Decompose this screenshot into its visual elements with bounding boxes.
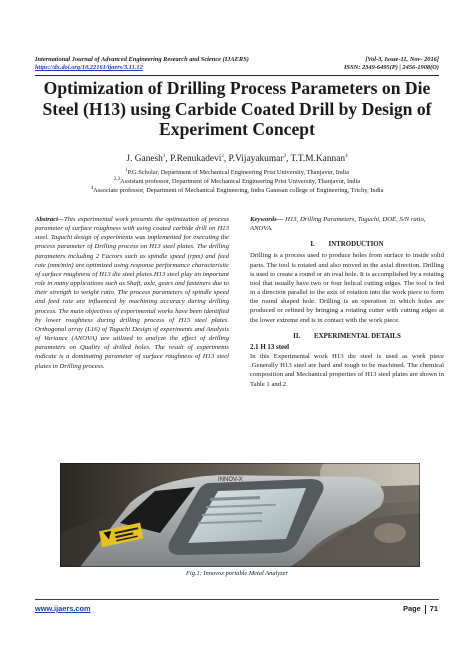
author-name: J. Ganesh	[126, 154, 163, 165]
affiliation-1: $^1$P.G.Scholar, Department of Mechanical Engineering Prist University, Thanjavur, India	[125, 168, 349, 177]
abstract-label: Abstract	[35, 216, 59, 223]
author-sup: 4	[345, 154, 348, 159]
issn: ISSN: 2349-6495(P) | 2456-1908(O)	[344, 64, 439, 72]
section-heading-experimental: II. EXPERIMENTAL DETAILS	[293, 332, 401, 340]
footer-url[interactable]: www.ijaers.com	[35, 604, 91, 613]
journal-name: International Journal of Advanced Engineering Research and Science (IJAERS)	[35, 56, 249, 63]
journal-header-left	[35, 56, 295, 73]
figure-metal-analyzer-photo	[60, 463, 420, 567]
paper-title: Optimization of Drilling Process Parameters on Die Steel (H13) using Carbide Coated Drill by Design of Experiment Concept	[42, 78, 432, 139]
page-label: Page	[403, 604, 421, 613]
author-list: J. Ganesh$^1$, P.Renukadevi$^2$, P.Vijayakumar$^3$, T.T.M.Kannan$^4$	[126, 154, 348, 165]
doi-link[interactable]: https://dx.doi.org/10.22161/ijaers/3.11.12	[35, 64, 143, 72]
right-column	[250, 215, 444, 389]
author-name: P.Vijayakumar	[228, 154, 284, 165]
footer-divider	[35, 599, 439, 600]
header-divider	[35, 75, 439, 76]
keywords-text: H13, Drilling Parameters, Taguchi, DOE, S/N ratio, ANOVA.	[250, 216, 426, 233]
metal-analyzer-photo	[60, 463, 420, 567]
abstract-column	[35, 215, 229, 371]
author-name: P.Renukadevi	[170, 154, 222, 165]
section-heading-introduction: I. INTRODUCTION	[310, 241, 384, 249]
volume-issue: [Vol-3, Issue-11, Nov- 2016]	[365, 56, 439, 63]
keywords	[250, 215, 444, 233]
keywords-label: Keywords—	[250, 216, 284, 223]
page-number: 71	[429, 604, 438, 613]
affiliation-2: $^{2,3}$Assistant professor, Department of Mechanical Engineering Prist University, Thanjavur, India	[113, 177, 361, 186]
author-name: T.T.M.Kannan	[290, 154, 346, 165]
page-number-block	[403, 604, 438, 614]
author-sup: 2	[221, 154, 224, 159]
abstract-text: —This experimental work presents the optimization of process parameter of surface roughness with using coated carbide drill on H13 steel. Taguchi design of experiments was implemented for executing the process parameter of Drilling process on H13 steel plates. The drilling parameters including 2 Factors such as spindle speed (rpm) and feed rate (mm/min) are optimized using response performance characteristic of surface roughness of H13 die steel plates.H13 steel play an important role in many applications such as Shaft, axle, gears and fasteners due to their strength to weight ratio. The process parameters of spindle speed and feed rate are influenced by machining accuracy during drilling process. The main objectives of experimental works have been identified by lower roughness during drilling process of H13 steel plates. Orthogonal array (L16) of Taguchi Design of experiments and Analysis of Variance (ANOVA) are utilized to analyze the effect of drilling parameters on Quality of drilled holes. The result of experiments indicate is a dominating parameter of surface roughness of H13 steel plates in Drilling process.	[35, 216, 229, 370]
page-separator	[425, 605, 426, 614]
author-sup: 3	[283, 154, 286, 159]
device-brand-text: INNOV-X	[218, 477, 243, 483]
figure-caption: Fig.1: Innovox portable Metal Analyzer	[186, 570, 288, 577]
journal-header-right	[259, 56, 439, 73]
affiliation-3: $^4$Associate professor, Department of Mechanical Engineering, Indra Ganesan college of Engineering, Trichy, India	[90, 186, 384, 195]
subsection-heading-h13: 2.1 H 13 steel	[250, 343, 290, 351]
introduction-text: Drilling is a process used to produce holes from surface to inside solid parts. The tool is rotated and also moved in the axial direction. Drilling is used to create a round or an oval hole. It is accomplished by a rotating tool that usually have two or four helical cutting edges. The tool is fed in a direction parallel to the axis of rotation into the work piece to form the round shaped hole. Drilling is an operation in which holes are produced or refined by bringing a rotating cutter with cutting edges at the lower extreme end is in contact with the work piece.	[250, 252, 444, 324]
experimental-text: In this Experimental work H13 die steel is used as work piece .Generally H13 steel are hard and tough to be machined. The chemical composition and Mechanical properties of H13 steel plates are shown in Table 1 and 2.	[250, 353, 444, 388]
author-sup: 1	[162, 154, 166, 159]
